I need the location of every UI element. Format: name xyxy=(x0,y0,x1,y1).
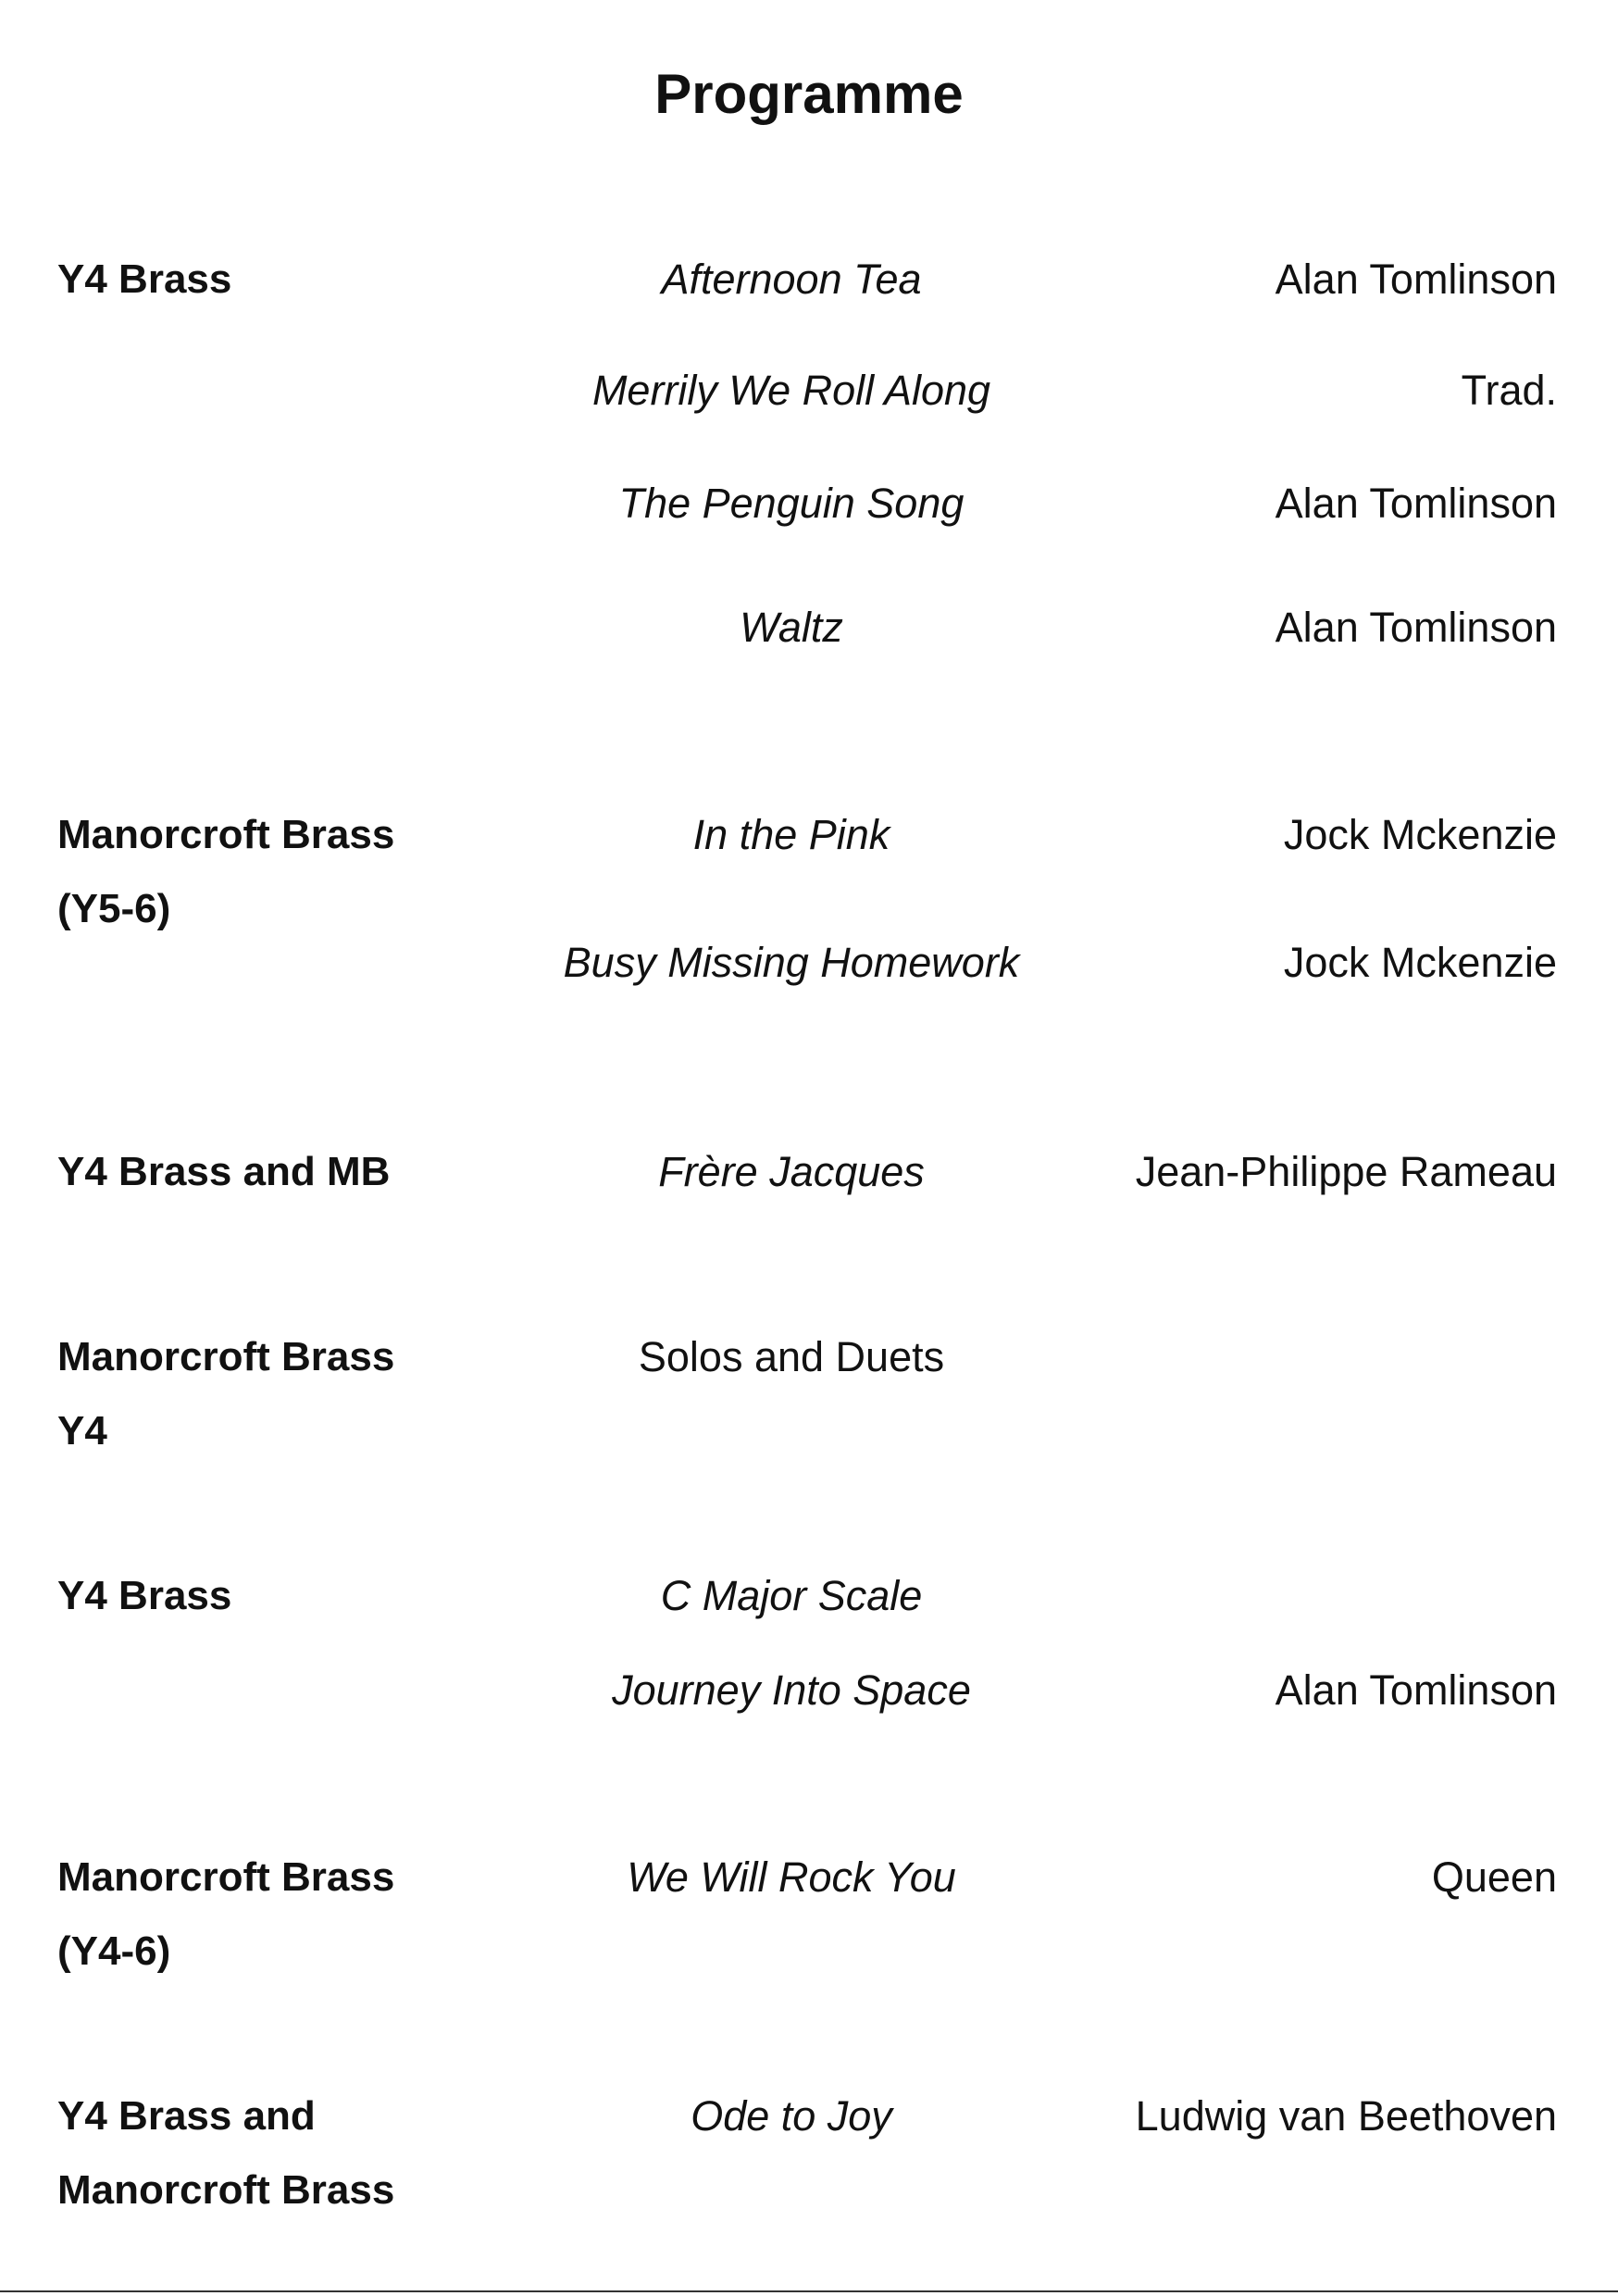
composer-name: Alan Tomlinson xyxy=(1275,604,1557,651)
composer-name: Alan Tomlinson xyxy=(1275,480,1557,527)
composer-name: Jean-Philippe Rameau xyxy=(1135,1148,1557,1195)
page-title: Programme xyxy=(654,63,964,125)
performer-name: Manorcroft Brass (Y4-6) xyxy=(57,1854,395,1974)
programme-item xyxy=(0,363,1618,418)
programme-item xyxy=(0,2089,1618,2144)
piece-title: Busy Missing Homework xyxy=(563,939,1020,986)
piece-title: C Major Scale xyxy=(660,1572,923,1619)
piece-title: We Will Rock You xyxy=(627,1853,956,1901)
performer-name: Manorcroft Brass (Y5-6) xyxy=(57,812,395,931)
piece-title: The Penguin Song xyxy=(618,480,965,527)
composer-name: Jock Mckenzie xyxy=(1283,811,1557,858)
performer-name: Y4 Brass xyxy=(57,256,232,302)
composer-name: Jock Mckenzie xyxy=(1283,939,1557,986)
performer-name: Y4 Brass xyxy=(57,1573,232,1618)
performer-name: Y4 Brass and MB xyxy=(57,1149,391,1194)
programme-item xyxy=(0,476,1618,531)
programme-item xyxy=(0,807,1618,863)
bottom-divider xyxy=(0,2290,1618,2292)
composer-name: Alan Tomlinson xyxy=(1275,1666,1557,1714)
composer-name: Queen xyxy=(1431,1853,1557,1901)
performer-name: Y4 Brass and Manorcroft Brass xyxy=(57,2093,395,2213)
programme-item xyxy=(0,1850,1618,1905)
composer-name: Trad. xyxy=(1461,367,1557,414)
programme-item xyxy=(0,935,1618,991)
composer-name: Alan Tomlinson xyxy=(1275,256,1557,303)
programme-item xyxy=(0,1329,1618,1385)
piece-title: Solos and Duets xyxy=(638,1333,945,1380)
piece-title: Ode to Joy xyxy=(691,2092,892,2140)
programme-item xyxy=(0,600,1618,655)
performer-name: Manorcroft Brass Y4 xyxy=(57,1334,395,1454)
piece-title: Journey Into Space xyxy=(612,1666,971,1714)
programme-item xyxy=(0,1663,1618,1718)
composer-name: Ludwig van Beethoven xyxy=(1135,2092,1557,2140)
programme-item xyxy=(0,1568,1618,1624)
piece-title: Merrily We Roll Along xyxy=(591,367,991,414)
piece-title: Afternoon Tea xyxy=(661,256,922,303)
piece-title: Frère Jacques xyxy=(658,1148,925,1195)
piece-title: Waltz xyxy=(740,604,843,651)
programme-item xyxy=(0,1144,1618,1200)
piece-title: In the Pink xyxy=(692,811,890,858)
programme-item xyxy=(0,252,1618,307)
